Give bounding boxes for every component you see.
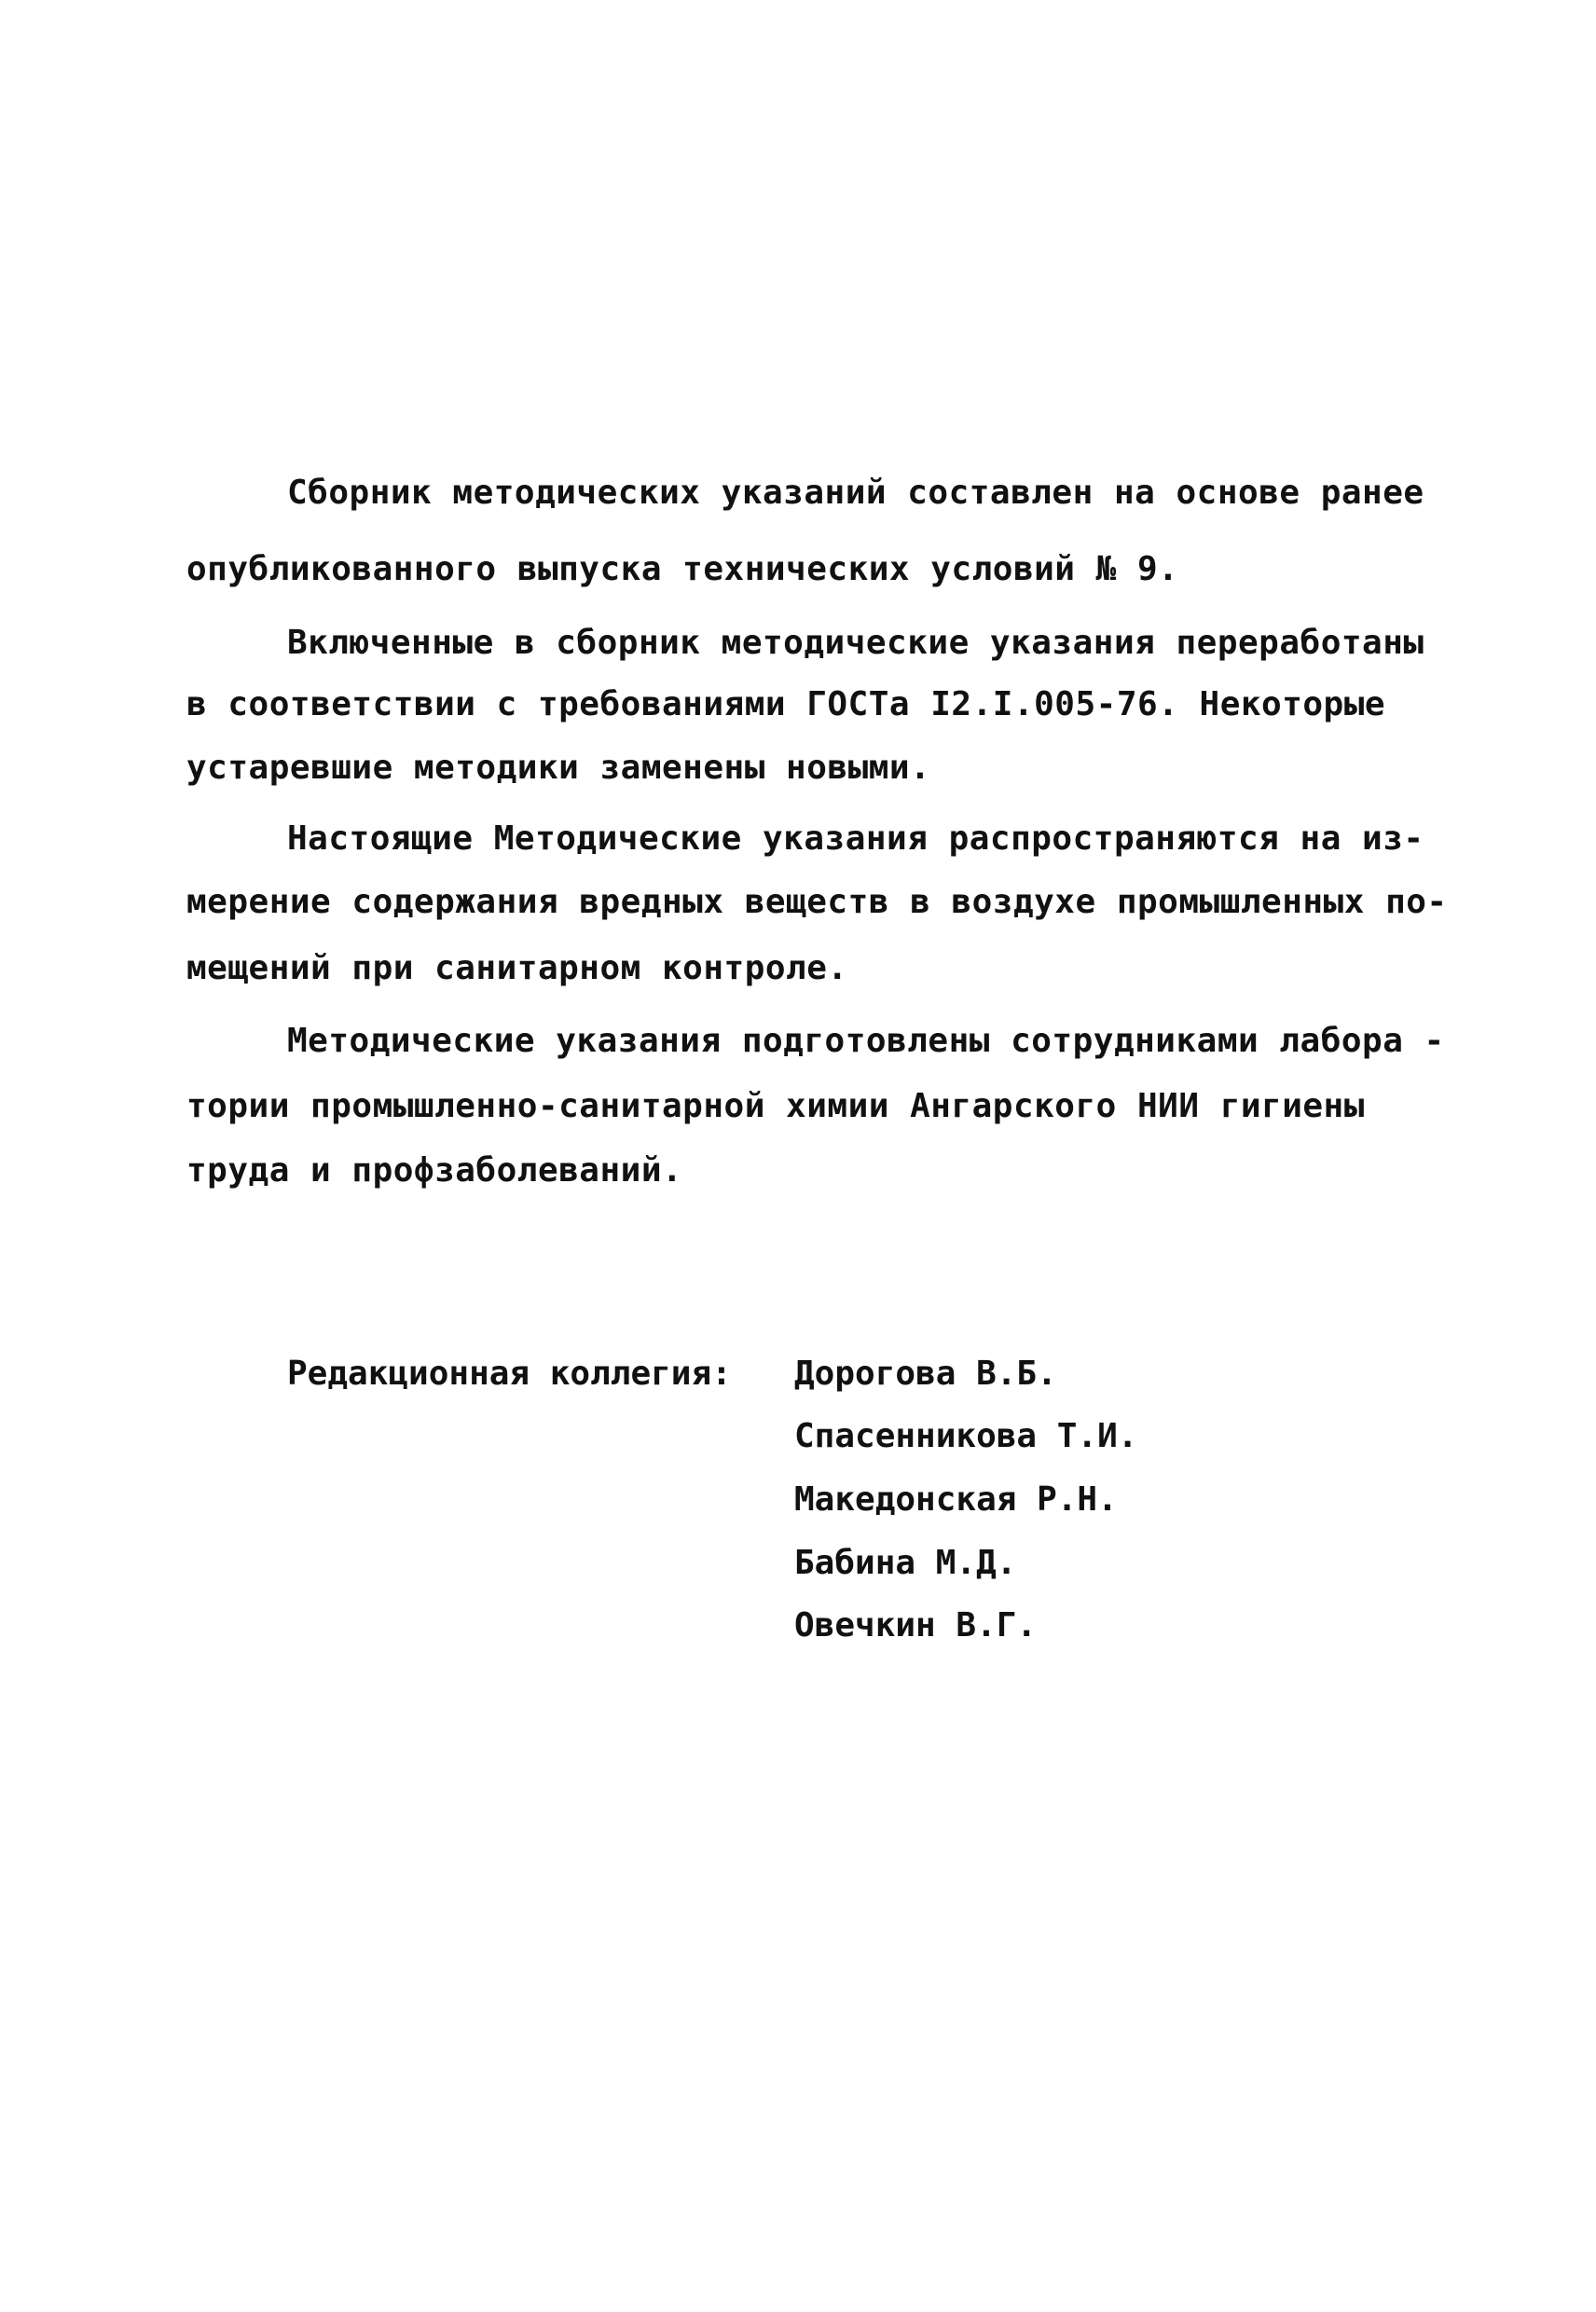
paragraph-2-line-2: в соответствии с требованиями ГОСТа I2.I.005-76. Некоторые [186, 685, 1386, 723]
editorial-board-member: Овечкин В.Г. [794, 1606, 1038, 1645]
paragraph-4-line-2: тории промышленно-санитарной химии Ангарского НИИ гигиены [186, 1087, 1365, 1125]
paragraph-1-line-2: опубликованного выпуска технических условий № 9. [186, 550, 1179, 588]
paragraph-2-line-1: Включенные в сборник методические указания переработаны [287, 624, 1424, 662]
editorial-board-member: Спасенникова Т.И. [794, 1417, 1138, 1455]
paragraph-1-line-1: Сборник методических указаний составлен на основе ранее [287, 474, 1424, 512]
paragraph-3-line-2: мерение содержания вредных веществ в воздухе промышленных по- [186, 883, 1448, 921]
editorial-board-member: Бабина М.Д. [794, 1544, 1017, 1582]
paragraph-3-line-1: Настоящие Методические указания распространяются на из- [287, 819, 1424, 858]
editorial-board-label: Редакционная коллегия: [287, 1355, 732, 1393]
paragraph-2-line-3: устаревшие методики заменены новыми. [186, 749, 931, 787]
paragraph-4-line-3: труда и профзаболеваний. [186, 1151, 683, 1190]
editorial-board-member: Дорогова В.Б. [794, 1355, 1057, 1393]
editorial-board-member: Македонская Р.Н. [794, 1480, 1118, 1519]
paragraph-3-line-3: мещений при санитарном контроле. [186, 949, 848, 987]
paragraph-4-line-1: Методические указания подготовлены сотрудниками лабора - [287, 1022, 1445, 1060]
